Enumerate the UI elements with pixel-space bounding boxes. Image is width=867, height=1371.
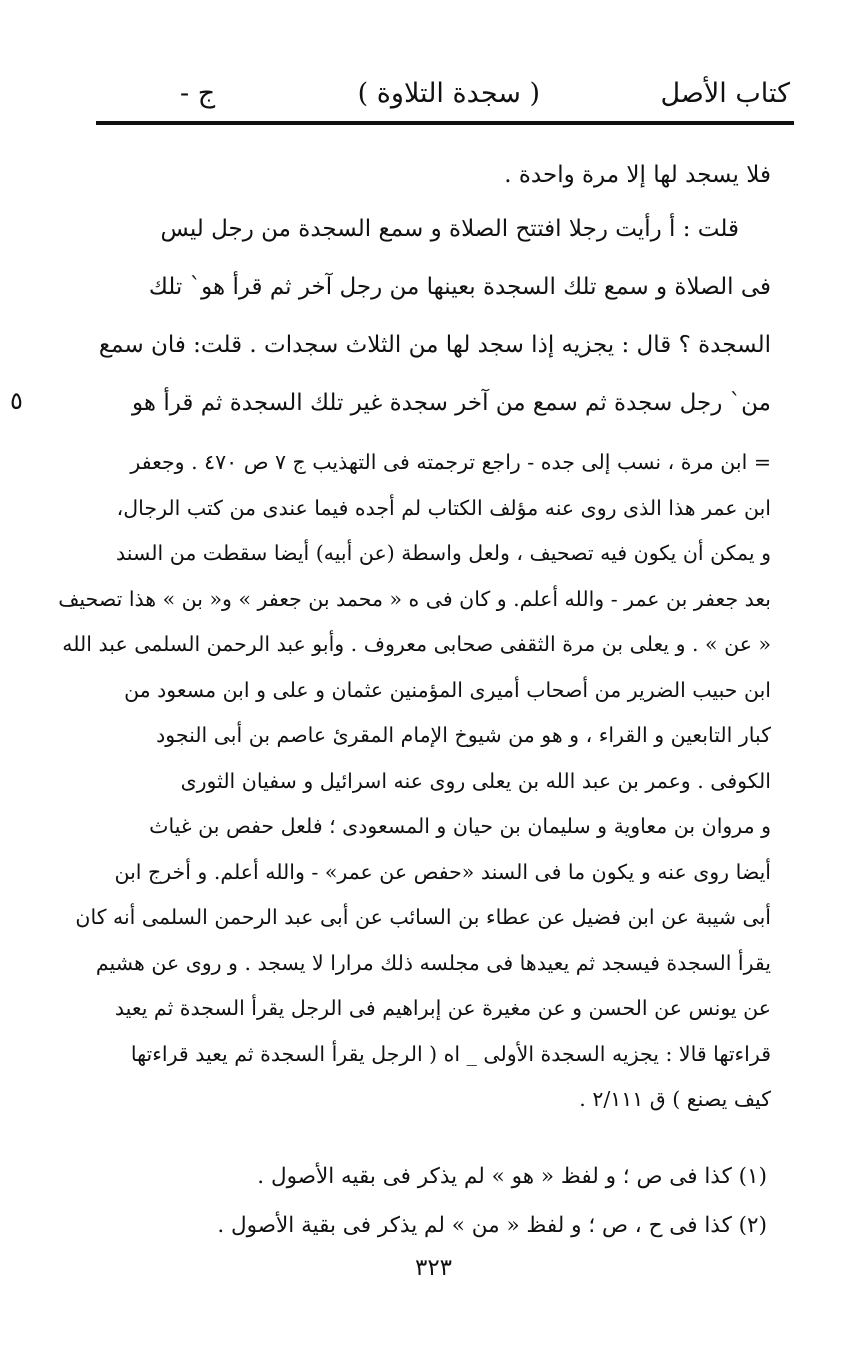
main-line: فى الصلاة و سمع تلك السجدة بعينها من رجل آخر ثم قرأ هو` تلك: [148, 274, 771, 300]
section-title: ( سجدة التلاوة ): [357, 78, 540, 109]
note-line: و مروان بن معاوية و سليمان بن حيان و المسعودى ؛ فلعل حفص بن غياث: [149, 814, 771, 838]
note-line: يقرأ السجدة فيسجد ثم يعيدها فى مجلسه ذلك مرارا لا يسجد . و روى عن هشيم: [95, 950, 771, 975]
note-line: كيف يصنع ) ق ٢/١١١ .: [579, 1087, 771, 1111]
footnote: (٢) كذا فى ح ، ص ؛ و لفظ « من » لم يذكر فى بقية الأصول .: [217, 1213, 767, 1238]
note-line: = ابن مرة ، نسب إلى جده - راجع ترجمته فى التهذيب ج ٧ ص ٤٧٠ . وجعفر: [130, 450, 771, 474]
note-line: ابن عمر هذا الذى روى عنه مؤلف الكتاب لم أجده فيما عندى من كتب الرجال،: [116, 495, 771, 520]
note-line: « عن » . و يعلى بن مرة الثقفى صحابى معروف . وأبو عبد الرحمن السلمى عبد الله: [62, 632, 771, 656]
editor-notes: [58, 440, 771, 1123]
note-line: الكوفى . وعمر بن عبد الله بن يعلى روى عنه اسرائيل و سفيان الثورى: [180, 768, 771, 793]
line-number: ٥: [10, 387, 23, 415]
note-line: أيضا روى عنه و يكون ما فى السند «حفص عن عمر» - والله أعلم. و أخرج ابن: [114, 859, 771, 884]
footnotes: [130, 1152, 767, 1250]
note-line: كبار التابعين و القراء ، و هو من شيوخ الإمام المقرئ عاصم بن أبى النجود: [156, 723, 771, 747]
main-text: [98, 150, 771, 432]
note-line: ابن حبيب الضرير من أصحاب أميرى المؤمنين عثمان و على و ابن مسعود من: [124, 677, 771, 702]
running-header: [100, 78, 790, 120]
main-line: فلا يسجد لها إلا مرة واحدة .: [504, 162, 771, 188]
book-title: كتاب الأصل: [660, 78, 790, 109]
note-line: و يمكن أن يكون فيه تصحيف ، ولعل واسطة (عن أبيه) أيضا سقطت من السند: [116, 541, 771, 565]
page-number: ٣٢٣: [414, 1255, 453, 1281]
note-line: بعد جعفر بن عمر - والله أعلم. و كان فى ه « محمد بن جعفر » و« بن » هذا تصحيف: [58, 586, 771, 611]
main-line: من` رجل سجدة ثم سمع من آخر سجدة غير تلك السجدة ثم قرأ هو: [132, 390, 771, 416]
footnote: (١) كذا فى ص ؛ و لفظ « هو » لم يذكر فى بقيه الأصول .: [257, 1164, 767, 1189]
main-line: السجدة ؟ قال : يجزيه إذا سجد لها من الثلاث سجدات . قلت: فان سمع: [98, 332, 771, 358]
note-line: عن يونس عن الحسن و عن مغيرة عن إبراهيم فى الرجل يقرأ السجدة ثم يعيد: [114, 996, 771, 1020]
note-line: أبى شيبة عن ابن فضيل عن عطاء بن السائب عن أبى عبد الرحمن السلمى أنه كان: [75, 905, 771, 929]
volume-label: ج -: [180, 78, 216, 109]
header-rule: [96, 121, 794, 125]
main-line: قلت : أ رأيت رجلا افتتح الصلاة و سمع السجدة من رجل ليس: [160, 216, 739, 242]
note-line: قراءتها قالا : يجزيه السجدة الأولى _ اه ( الرجل يقرأ السجدة ثم يعيد قراءتها: [130, 1041, 771, 1066]
